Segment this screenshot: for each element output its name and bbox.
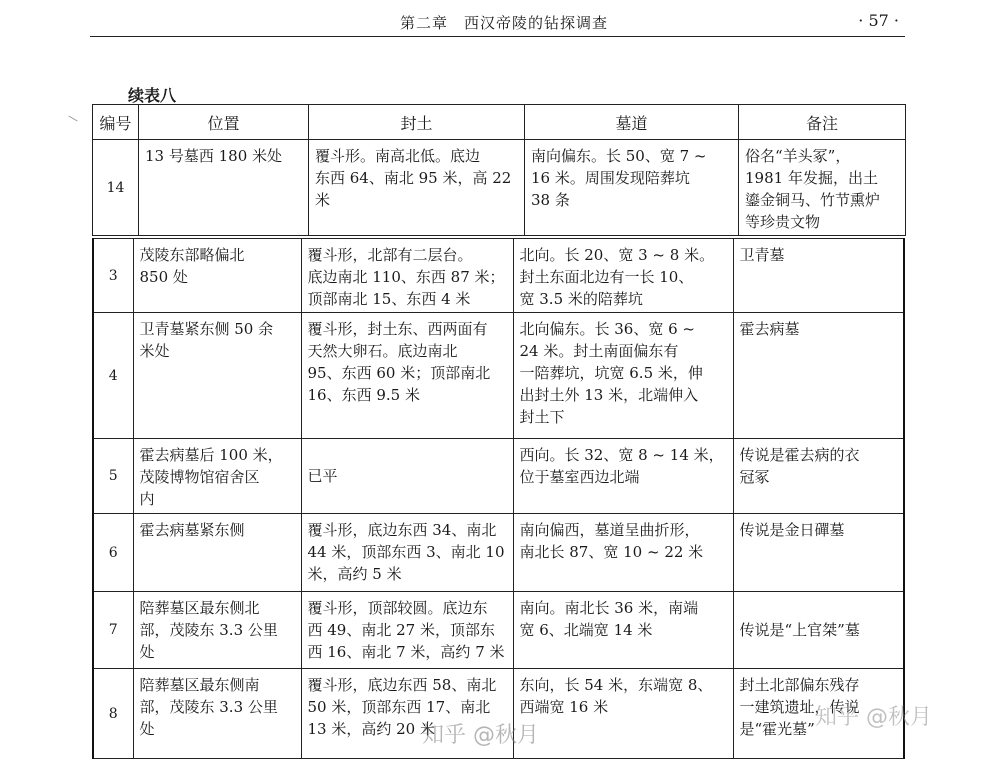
row-passage: 南向。南北长 36 米，南端 宽 6、北端宽 14 米 bbox=[519, 599, 699, 639]
row-num: 8 bbox=[93, 669, 133, 759]
row-remarks: 俗名“羊头冢”， 1981 年发掘，出土 鎏金铜马、竹节熏炉 等珍贵文物 bbox=[745, 147, 881, 231]
table-row bbox=[93, 439, 904, 514]
header-rule bbox=[90, 36, 905, 37]
tomb-table bbox=[92, 238, 905, 759]
row-remarks: 霍去病墓 bbox=[739, 320, 800, 338]
col-header-passage: 墓道 bbox=[525, 105, 739, 140]
row-num: 3 bbox=[93, 239, 133, 313]
row-mound: 覆斗形，顶部较圆。底边东 西 49、南北 27 米，顶部东 西 16、南北 7 米，高约 7 米 bbox=[307, 599, 505, 661]
row-remarks: 传说是霍去病的衣 冠冢 bbox=[739, 446, 860, 486]
row-location: 卫青墓紧东侧 50 余 米处 bbox=[139, 320, 274, 360]
page-header bbox=[90, 0, 905, 38]
row-num: 6 bbox=[93, 514, 133, 592]
row-passage: 西向。长 32、宽 8 ~ 14 米， 位于墓室西边北端 bbox=[519, 446, 724, 486]
row-remarks: 封土北部偏东残存 一建筑遗址，传说 是“霍光墓” bbox=[739, 676, 860, 738]
row-num: 14 bbox=[93, 140, 139, 236]
row-num: 7 bbox=[93, 592, 133, 669]
row-mound: 覆斗形，底边东西 58、南北 50 米，顶部东西 17、南北 13 米，高约 20 米 bbox=[307, 676, 497, 738]
row-remarks: 传说是金日磾墓 bbox=[739, 521, 845, 539]
row-mound: 覆斗形，底边东西 34、南北 44 米，顶部东西 3、南北 10 米，高约 5 米 bbox=[307, 521, 505, 583]
row-remarks: 卫青墓 bbox=[739, 246, 785, 264]
row-location: 13 号墓西 180 米处 bbox=[145, 147, 283, 165]
row-mound: 覆斗形，北部有二层台。 底边南北 110、东西 87 米； 顶部南北 15、东西 4 米 bbox=[307, 246, 505, 308]
row-remarks: 传说是“上官桀”墓 bbox=[739, 621, 860, 639]
row-passage: 东向，长 54 米，东端宽 8、 西端宽 16 米 bbox=[519, 676, 713, 716]
row-location: 陪葬墓区最东侧南 部，茂陵东 3.3 公里 处 bbox=[139, 676, 278, 738]
row-location: 茂陵东部略偏北 850 处 bbox=[139, 246, 245, 286]
row-location: 霍去病墓紧东侧 bbox=[139, 521, 245, 539]
chapter-title: 第二章 西汉帝陵的钻探调查 bbox=[400, 14, 609, 32]
watermark-zhihu: 知乎 @秋月 bbox=[422, 723, 539, 748]
row-mound: 已平 bbox=[307, 467, 338, 485]
table-row bbox=[93, 313, 904, 439]
table-row bbox=[93, 592, 904, 669]
page-number: · 57 · bbox=[858, 11, 899, 30]
column-header-row bbox=[93, 105, 906, 140]
col-header-mound: 封土 bbox=[309, 105, 525, 140]
row-passage: 南向偏西，墓道呈曲折形， 南北长 87、宽 10 ~ 22 米 bbox=[519, 521, 704, 561]
row-location: 陪葬墓区最东侧北 部，茂陵东 3.3 公里 处 bbox=[139, 599, 278, 661]
row-num: 4 bbox=[93, 313, 133, 439]
table-row bbox=[93, 514, 904, 592]
row-location: 霍去病墓后 100 米， 茂陵博物馆宿舍区 内 bbox=[139, 446, 283, 508]
col-header-location: 位置 bbox=[139, 105, 309, 140]
watermark-zhihu: 知乎 @秋月 bbox=[815, 705, 932, 730]
row-num: 5 bbox=[93, 439, 133, 514]
row-passage: 北向。长 20、宽 3 ~ 8 米。 封土东面北边有一长 10、 宽 3.5 米的陪葬坑 bbox=[519, 246, 715, 308]
table-row bbox=[93, 140, 906, 236]
row-passage: 南向偏东。长 50、宽 7 ~ 16 米。周围发现陪葬坑 38 条 bbox=[531, 147, 707, 209]
col-header-num: 编号 bbox=[93, 105, 139, 140]
row-mound: 覆斗形，封土东、西两面有 天然大卵石。底边南北 95、东西 60 米；顶部南北 16、东西 9.5 米 bbox=[307, 320, 491, 404]
row-passage: 北向偏东。长 36、宽 6 ~ 24 米。封土南面偏东有 一陪葬坑，坑宽 6.5 米，伸 出封土外 13 米，北端伸入 封土下 bbox=[519, 320, 703, 426]
scan-mark bbox=[68, 116, 77, 122]
row-mound: 覆斗形。南高北低。底边 东西 64、南北 95 米，高 22 米 bbox=[315, 147, 512, 209]
col-header-remarks: 备注 bbox=[739, 105, 906, 140]
table-header-fragment bbox=[92, 104, 906, 236]
table-row bbox=[93, 239, 904, 313]
table-caption: 续表八 bbox=[128, 86, 177, 105]
